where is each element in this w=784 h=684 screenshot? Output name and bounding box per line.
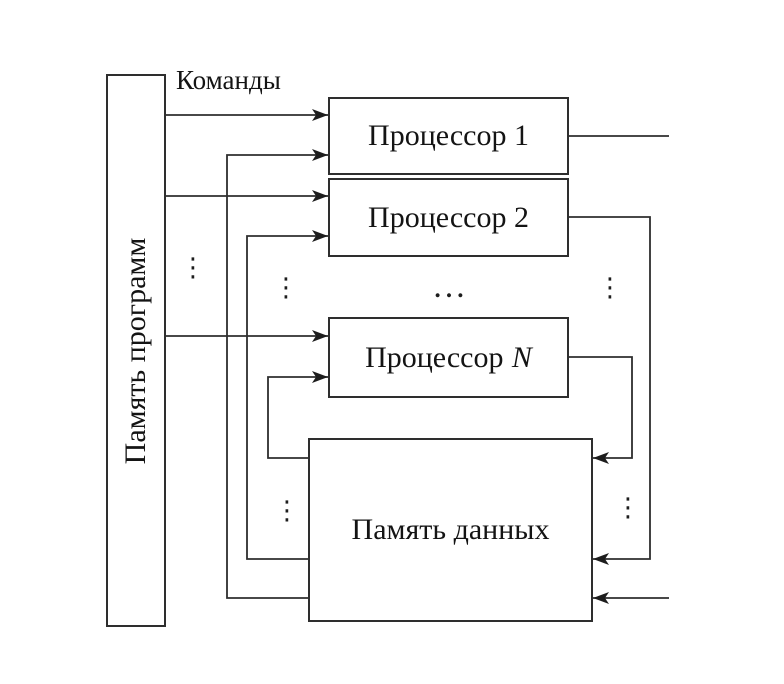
- vertical-ellipsis-data-read-lines: ⋮: [273, 273, 299, 303]
- commands-bus-label: Команды: [176, 65, 281, 95]
- vertical-ellipsis-datamemory-left: ⋮: [274, 496, 300, 526]
- block-program-memory: [106, 74, 166, 627]
- block-processor-1: [328, 97, 569, 175]
- block-data-memory: [308, 438, 593, 622]
- horizontal-ellipsis-more-processors: …: [432, 268, 468, 305]
- processor-n-label-prefix: Процессор: [365, 340, 504, 374]
- processor-n-label-suffix: N: [511, 340, 532, 374]
- processor-2-label: Процессор 2: [368, 200, 529, 234]
- block-processor-2: [328, 178, 569, 257]
- vertical-ellipsis-command-lines: ⋮: [180, 253, 206, 283]
- program-memory-label: Память программ: [119, 237, 152, 464]
- processor-n-label: [365, 340, 532, 374]
- data-memory-label: Память данных: [351, 513, 550, 546]
- vertical-ellipsis-output-lines: ⋮: [597, 273, 623, 303]
- vertical-ellipsis-datamemory-right: ⋮: [615, 493, 641, 523]
- block-processor-n: [328, 317, 569, 398]
- processor-1-label: Процессор 1: [368, 119, 529, 152]
